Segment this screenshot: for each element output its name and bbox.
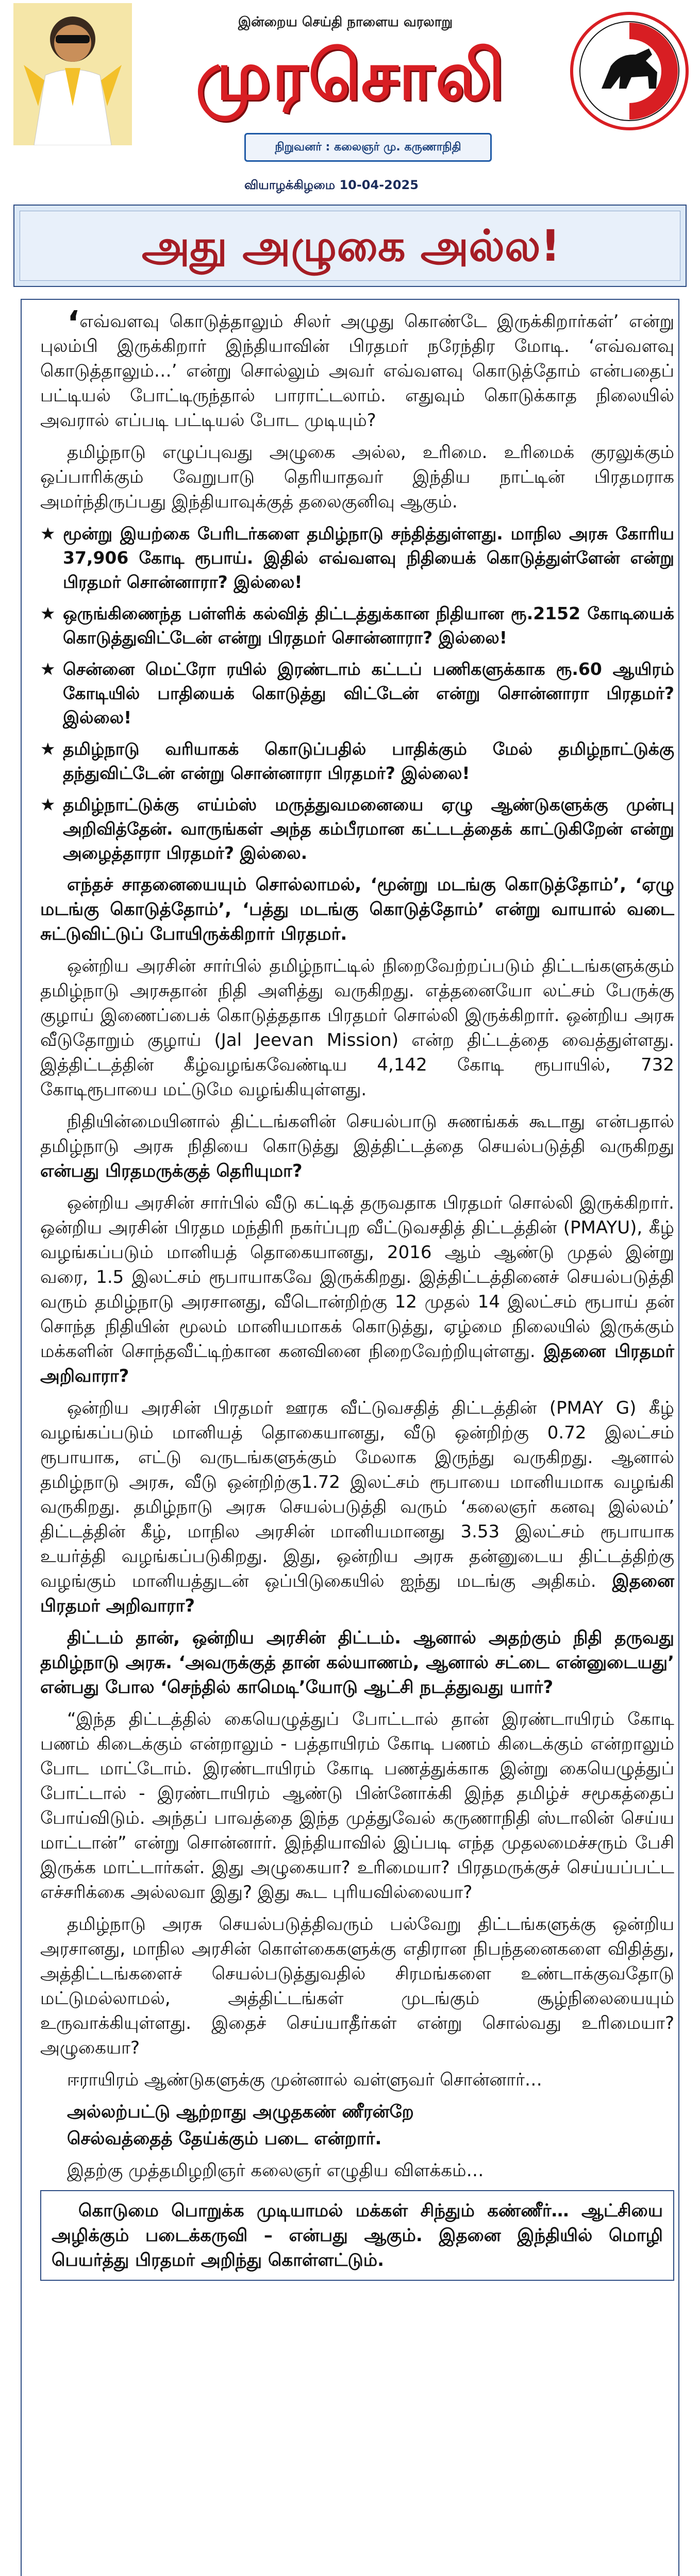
closing-box xyxy=(40,2190,674,2281)
couplet-line-1: அல்லற்பட்டு ஆற்றாது அழுதகண் ணீரன்றே xyxy=(67,2102,414,2122)
party-emblem-logo xyxy=(570,11,689,131)
open-quote-mark: ‘ xyxy=(67,304,80,343)
tagline: இன்றைய செய்தி நாளைய வரலாறு xyxy=(238,14,453,30)
paragraph-12: இதற்கு முத்தமிழறிஞர் கலைஞர் எழுதிய விளக்கம்… xyxy=(67,2160,484,2181)
couplet-line-2: செல்வத்தைத் தேய்க்கும் படை என்றார். xyxy=(67,2128,382,2149)
bullet-text: சென்னை மெட்ரோ ரயில் இரண்டாம் கட்டப் பணிகளுக்காக ரூ.60 ஆயிரம் கோடியில் பாதியைக் கொடுத்து விட்டேன் என்று சொன்னாரா பிரதமர்? இல்லை! xyxy=(63,659,674,727)
paragraph-8: திட்டம் தான், ஒன்றிய அரசின் திட்டம். ஆனால் அதற்கும் நிதி தருவது தமிழ்நாடு அரசு. ‘அவருக்குத் தான் கல்யாணம், ஆனால் சட்டை என்னுடையது’ என்பது போல ‘செந்தில் காமெடி’யோடு ஆட்சி நடத்துவது யார்? xyxy=(40,1628,674,1698)
paragraph-5 xyxy=(40,1109,674,1183)
bullet-text: மூன்று இயற்கை பேரிடர்களை தமிழ்நாடு சந்தித்துள்ளது. மாநில அரசு கோரிய 37,906 கோடி ரூபாய். இதில் எவ்வளவு நிதியைக் கொடுத்துள்ளேன் என்று பிரதமர் சொன்னாரா? இல்லை! xyxy=(63,523,674,592)
paragraph-7 xyxy=(40,1396,674,1618)
star-icon: ★ xyxy=(40,794,56,815)
paragraph-6-text: ஒன்றிய அரசின் சார்பில் வீடு கட்டித் தருவதாக பிரதமர் சொல்லி இருக்கிறார். ஒன்றிய அரசின் பிரதம மந்திரி நகர்ப்புற வீட்டுவசதித் திட்டத்தின் (PMAYU), கீழ் வழங்கப்படும் மானியத் தொகையானது, 2016 ஆம் ஆண்டு முதல் இன்று வரை, 1.5 இலட்சம் ரூபாயாகவே இருக்கிறது. இத்திட்டத்தினைச் செயல்படுத்தி வரும் தமிழ்நாடு அரசானது, வீடொன்றிற்கு 12 முதல் 14 இலட்சம் ரூபாய் தன் சொந்த நிதியின் மூலம் மானியமாகக் கொடுத்து, ஏழ்மை நிலையில் இருக்கும் மக்களின் சொந்தவீட்டிற்கான கனவினை நிறைவேற்றியுள்ளது. xyxy=(40,1193,674,1362)
founder-portrait xyxy=(13,3,132,145)
newspaper-masthead: முரசொலி xyxy=(195,36,506,115)
closing-statement: கொடுமை பொறுக்க முடியாமல் மக்கள் சிந்தும் கண்ணீர்… ஆட்சியை அழிக்கும் படைக்கருவி – என்பது ஆகும். இதனை இந்தியில் மொழி பெயர்த்து பிரதமர் அறிந்து கொள்ளட்டும். xyxy=(52,2200,663,2270)
paragraph-7-emphasis: இதனை பிரதமர் அறிவாரா? xyxy=(40,1571,675,1616)
paragraph-4: ஒன்றிய அரசின் சார்பில் தமிழ்நாட்டில் நிறைவேற்றப்படும் திட்டங்களுக்கும் தமிழ்நாடு அரசுதான் நிதி அளித்து வருகிறது. எத்தனையோ லட்சம் பேருக்கு குழாய் இணைப்பைக் கொடுத்ததாக பிரதமர் சொல்லி இருக்கிறார். ஒன்றிய அரசு வீடுதோறும் குழாய் (Jal Jeevan Mission) என்ற திட்டத்தை வைத்துள்ளது. இத்திட்டத்தின் கீழ்வழங்கவேண்டிய 4,142 கோடி ரூபாயில், 732 கோடிரூபாயை மட்டுமே வழங்கியுள்ளது. xyxy=(40,956,674,1100)
bullet-text: ஒருங்கிணைந்த பள்ளிக் கல்வித் திட்டத்துக்கான நிதியான ரூ.2152 கோடியைக் கொடுத்துவிட்டேன் என்று பிரதமர் சொன்னாரா? இல்லை! xyxy=(63,603,674,648)
star-icon: ★ xyxy=(40,739,56,759)
bullet-item xyxy=(40,521,674,594)
bullet-text: தமிழ்நாட்டுக்கு எய்ம்ஸ் மருத்துவமனையை ஏழு ஆண்டுகளுக்கு முன்பு அறிவித்தேன். வாருங்கள் அந்த கம்பீரமான கட்டடத்தைக் காட்டுகிறேன் என்று அழைத்தாரா பிரதமர்? இல்லை. xyxy=(63,794,674,863)
bullet-item xyxy=(40,737,674,785)
headline-banner xyxy=(13,205,687,287)
star-icon: ★ xyxy=(40,659,56,679)
paragraph-11: ஈராயிரம் ஆண்டுகளுக்கு முன்னால் வள்ளுவர் சொன்னார்… xyxy=(67,2070,542,2090)
paragraph-5-text: நிதியின்மையினால் திட்டங்களின் செயல்பாடு சுணங்கக் கூடாது என்பதால் தமிழ்நாடு அரசு நிதியை கொடுத்து இத்திட்டத்தை செயல்படுத்தி வருகிறது xyxy=(40,1111,674,1157)
founder-label: நிறுவனர் : கலைஞர் மு. கருணாநிதி xyxy=(244,133,492,162)
bullet-text: தமிழ்நாடு வரியாகக் கொடுப்பதில் பாதிக்கும் மேல் தமிழ்நாட்டுக்கு தந்துவிட்டேன் என்று சொன்னாரா பிரதமர்? இல்லை! xyxy=(63,739,674,783)
paragraph-3: எந்தச் சாதனையையும் சொல்லாமல், ‘மூன்று மடங்கு கொடுத்தோம்’, ‘ஏழு மடங்கு கொடுத்தோம்’, ‘பத்து மடங்கு கொடுத்தோம்’ என்று வாயால் வடை சுட்டுவிட்டுப் போயிருக்கிறார் பிரதமர். xyxy=(40,874,674,944)
paragraph-7-text: ஒன்றிய அரசின் பிரதமர் ஊரக வீட்டுவசதித் திட்டத்தின் (PMAY G) கீழ் வழங்கப்படும் மானியத் தொகையானது, வீடு ஒன்றிற்கு 0.72 இலட்சம் ரூபாயாக, எட்டு வருடங்களுக்கும் மேலாக இருந்து வருகிறது. ஆனால் தமிழ்நாடு அரசு, வீடு ஒன்றிற்கு1.72 இலட்சம் ரூபாயை மானியமாக வழங்கி வருகிறது. தமிழ்நாடு அரசு செயல்படுத்தி வரும் ‘கலைஞர் கனவு இல்லம்’ திட்டத்தின் கீழ், மாநில அரசின் மானியமானது 3.53 இலட்சம் ரூபாயாக உயர்த்தி வழங்கப்படுகிறது. இது, ஒன்றிய அரசு தன்னுடைய திட்டத்திற்கு வழங்கும் மானியத்துடன் ஒப்பிடுகையில் ஐந்து மடங்கு அதிகம். xyxy=(40,1398,674,1591)
paragraph-6 xyxy=(40,1191,674,1388)
bullet-item xyxy=(40,601,674,650)
article-body xyxy=(40,304,675,2288)
paragraph-9: “இந்த திட்டத்தில் கையெழுத்துப் போட்டால் தான் இரண்டாயிரம் கோடி பணம் கிடைக்கும் என்றாலும் - பத்தாயிரம் கோடி பணம் கிடைக்கும் என்றாலும் போட மாட்டோம். இரண்டாயிரம் கோடி பணத்துக்காக இன்று கையெழுத்துப் போட்டால் - இரண்டாயிரம் ஆண்டு பின்னோக்கி இந்த தமிழ்ச் சமூகத்தைப் போய்விடும். அந்தப் பாவத்தை இந்த முத்துவேல் கருணாநிதி ஸ்டாலின் செய்ய மாட்டான்” என்று சொன்னார். இந்தியாவில் இப்படி எந்த முதலமைச்சரும் பேசி இருக்க மாட்டார்கள். இது அழுகையா? உரிமையா? பிரதமருக்குச் செய்யப்பட்ட எச்சரிக்கை அல்லவா இது? இது கூட புரியவில்லையா? xyxy=(40,1709,674,1903)
paragraph-1 xyxy=(40,304,674,433)
star-icon: ★ xyxy=(40,523,56,544)
bullet-item xyxy=(40,792,674,865)
paragraph-1-text: எவ்வளவு கொடுத்தாலும் சிலர் அழுது கொண்டே இருக்கிறார்கள்’ என்று புலம்பி இருக்கிறார் இந்தியாவின் பிரதமர் நரேந்திர மோடி. ‘எவ்வளவு கொடுத்தாலும்…’ என்று சொல்லும் அவர் எவ்வளவு கொடுத்தோம் என்பதைப் பட்டியல் போட்டிருந்தால் பாராட்டலாம். எதுவும் கொடுக்காத நிலையில் அவரால் எப்படி பட்டியல் போட முடியும்? xyxy=(40,311,674,431)
masthead-header xyxy=(0,0,700,206)
paragraph-6-emphasis: இதனை பிரதமர் அறிவாரா? xyxy=(40,1341,675,1386)
bullet-item xyxy=(40,657,674,730)
publication-date: வியாழக்கிழமை 10-04-2025 xyxy=(244,178,419,192)
paragraph-5-emphasis: என்பது பிரதமருக்குத் தெரியுமா? xyxy=(40,1161,303,1181)
article-headline: அது அழுகை அல்ல! xyxy=(141,221,561,271)
paragraph-10: தமிழ்நாடு அரசு செயல்படுத்திவரும் பல்வேறு திட்டங்களுக்கு ஒன்றிய அரசானது, மாநில அரசின் கொள்கைகளுக்கு எதிரான நிபந்தனைகளை விதித்து, அத்திட்டங்களைச் செயல்படுத்துவதில் சிரமங்களை உண்டாக்குவதோடு மட்டுமல்லாமல், அத்திட்டங்கள் முடங்கும் சூழ்நிலையையும் உருவாக்கியுள்ளது. இதைச் செய்யாதீர்கள் என்று சொல்வது உரிமையா? அழுகையா? xyxy=(40,1914,674,2058)
star-icon: ★ xyxy=(40,603,56,623)
paragraph-2: தமிழ்நாடு எழுப்புவது அழுகை அல்ல, உரிமை. உரிமைக் குரலுக்கும் ஒப்பாரிக்கும் வேறுபாடு தெரியாதவர் இந்திய நாட்டின் பிரதமராக அமர்ந்திருப்பது இந்தியாவுக்குத் தலைகுனிவு ஆகும். xyxy=(40,442,674,512)
